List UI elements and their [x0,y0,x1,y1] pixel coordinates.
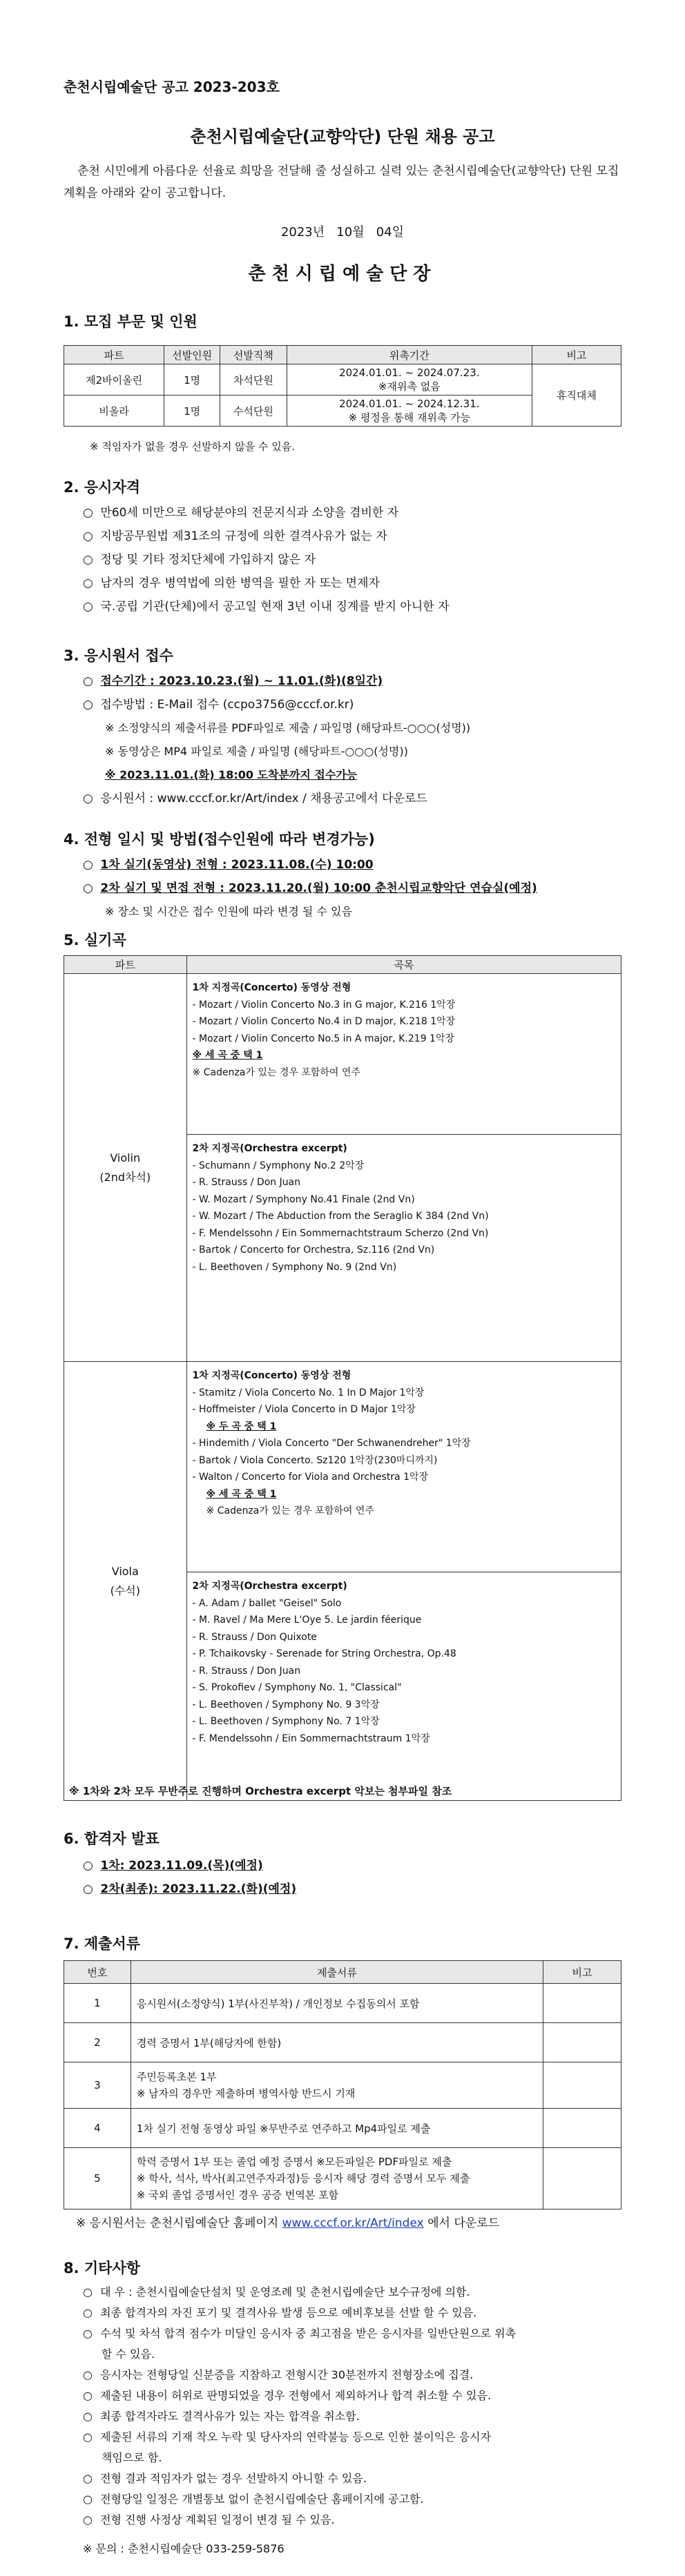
item-text: 지방공무원법 제31조의 규정에 의한 결격사유가 없는 자 [100,529,387,543]
piece: - W. Mozart / Symphony No.41 Finale (2nd Vn) [192,1193,415,1205]
doc-line: 응시원서(소정양식) 1부(사진부착) / 개인정보 수집동의서 포함 [136,1997,420,2010]
piece: - A. Adam / ballet "Geisel" Solo [192,1597,342,1609]
list-item [64,525,621,548]
doc-line: ※ 학사, 석사, 박사(최고연주자과정)등 응시자 해당 경력 증명서 모두 제출 [136,2172,470,2185]
circle-bullet-icon: ○ [83,674,93,688]
col-period: 위촉기간 [287,346,532,364]
cell-no: 2 [64,2023,131,2062]
circle-bullet-icon: ○ [83,881,93,895]
piece: - Walton / Concerto for Viola and Orchestra 1악장 [192,1472,429,1483]
violin-round1 [186,974,621,1135]
circle-bullet-icon: ○ [83,2513,93,2526]
schedule-block [64,853,621,924]
doc-line: 주민등록초본 1부 [136,2071,217,2083]
item-text: 전형당일 일정은 개별통보 없이 춘천시립예술단 홈페이지에 공고함. [100,2492,424,2506]
sub-note: ※ 장소 및 시간은 접수 인원에 따라 변경 될 수 있음 [105,905,352,918]
cell-count: 1명 [164,396,220,427]
choice-note: ※ 두 곡 중 택 1 [206,1421,277,1432]
period-note: ※ 평정을 통해 재위촉 가능 [348,411,471,424]
item-text: 정당 및 기타 정치단체에 가입하지 않은 자 [100,553,316,567]
item-text: 최종 합격자의 자진 포기 및 결격사유 발생 등으로 예비후보를 선발 할 수 있음. [100,2306,477,2319]
circle-bullet-icon: ○ [83,2430,93,2443]
list-item [64,787,621,810]
circle-bullet-icon: ○ [83,858,93,872]
doc-number: 춘천시립예술단 공고 2023-203호 [64,79,280,95]
item-text: 응시원서 : www.cccf.or.kr/Art/index / 채용공고에서 다운로드 [100,792,427,806]
cell-docs [131,2109,543,2148]
doc-line: ※ 국외 졸업 증명서인 경우 공증 번역본 포함 [136,2189,339,2201]
sec7-note [76,2213,634,2230]
item-text: 만60세 미만으로 해당분야의 전문지식과 소양을 겸비한 자 [100,506,399,520]
col-remark: 비고 [543,1961,621,1984]
piece: - P. Tchaikovsky - Serenade for String Orchestra, Op.48 [192,1648,456,1659]
item-text: 최종 합격자라도 결격사유가 있는 자는 합격을 취소함. [100,2410,360,2423]
page-title: 춘천시립예술단(교향악단) 단원 채용 공고 [190,127,495,146]
cell-no: 5 [64,2148,131,2209]
circle-bullet-icon: ○ [83,2389,93,2402]
circle-bullet-icon: ○ [83,2472,93,2485]
cell-remark: 휴직대체 [532,364,621,427]
table-row [64,2062,621,2109]
qualification-list [64,501,621,618]
piece: - Hindemith / Viola Concerto "Der Schwanendreher" 1악장 [192,1438,471,1449]
item-text-cont: 책임으로 함. [102,2451,162,2464]
note-text: 에서 다운로드 [423,2216,500,2230]
section-5-heading: 5. 실기곡 [64,932,126,948]
list-item [64,572,621,595]
cell-part: 제2바이올린 [64,364,164,396]
cell-part-violin [64,974,187,1362]
list-item [64,2427,621,2448]
col-part: 파트 [64,346,164,364]
list-item [64,853,621,877]
homepage-link[interactable]: www.cccf.or.kr/Art/index [282,2216,424,2230]
piece: - L. Beethoven / Symphony No. 7 1악장 [192,1716,380,1727]
circle-bullet-icon: ○ [83,2368,93,2381]
col-position: 선발직책 [220,346,287,364]
sub-note: ※ 2023.11.01.(화) 18:00 도착분까지 접수가능 [105,768,358,781]
circle-bullet-icon: ○ [83,2285,93,2299]
list-item [64,877,621,900]
cadenza-note: ※ Cadenza가 있는 경우 포함하여 연주 [206,1505,374,1516]
item-text: 국.공립 기관(단체)에서 공고일 현재 3년 이내 징계를 받지 아니한 자 [100,600,450,614]
list-item [64,670,621,693]
round-heading: 2차 지정곡(Orchestra excerpt) [192,1581,347,1592]
col-part: 파트 [64,956,187,974]
table-header-row [64,346,621,364]
list-item [64,1877,621,1901]
period-text: 2024.01.01. ~ 2024.07.23. [339,367,480,379]
section-8-heading: 8. 기타사항 [64,2260,141,2276]
section-7-heading: 7. 제출서류 [64,1935,141,1952]
cell-remark [543,2062,621,2109]
list-item [64,501,621,525]
item-text-cont: 할 수 있음. [102,2348,155,2361]
item-text: 전형 진행 사정상 계획된 일정이 변경 될 수 있음. [100,2513,335,2526]
doc-line: ※ 남자의 경우만 제출하며 병역사항 반드시 기재 [136,2087,356,2100]
piece: - Bartok / Viola Concerto. Sz120 1악장(230마디까지) [192,1454,438,1466]
table-row [64,1984,621,2023]
cell-docs [131,1984,543,2023]
cell-period [287,396,532,427]
circle-bullet-icon: ○ [83,553,93,567]
piece: - F. Mendelssohn / Ein Sommernachtstraum Scherzo (2nd Vn) [192,1227,489,1239]
list-item [64,2303,621,2323]
list-item [64,2385,621,2406]
item-text: 제출된 내용이 허위로 판명되었을 경우 전형에서 제외하거나 합격 취소할 수 있음. [100,2389,492,2402]
item-text: 접수방법 : E-Mail 접수 (ccpo3756@cccf.or.kr) [100,698,354,712]
round-heading: 1차 지정곡(Concerto) 동영상 전형 [192,1370,351,1381]
piece: - M. Ravel / Ma Mere L'Oye 5. Le jardin féerique [192,1614,422,1626]
section-2-heading: 2. 응시자격 [64,479,141,496]
table-row [64,2148,621,2209]
cell-no: 4 [64,2109,131,2148]
sub-note: ※ 소정양식의 제출서류를 PDF파일로 제출 / 파일명 (해당파트-○○○(성명)) [105,721,471,734]
list-item [64,2510,621,2530]
cell-position: 수석단원 [220,396,287,427]
cadenza-note: ※ Cadenza가 있는 경우 포함하여 연주 [192,1066,360,1078]
section-3-heading: 3. 응시원서 접수 [64,647,173,664]
cell-docs [131,2148,543,2209]
doc-line: 학력 증명서 1부 또는 졸업 예정 증명서 ※모든파일은 PDF파일로 제출 [136,2156,452,2168]
piece: - Mozart / Violin Concerto No.5 in A major, K.219 1악장 [192,1033,455,1044]
list-item [64,2282,621,2303]
repertoire-table [64,955,621,1801]
piece: - R. Strauss / Don Juan [192,1177,301,1188]
item-text: 대 우 : 춘천시립예술단설치 및 운영조례 및 춘천시립예술단 보수규정에 의함. [100,2285,470,2299]
list-item [64,595,621,618]
table-row [64,364,621,396]
sec5-note: ※ 1차와 2차 모두 무반주로 진행하며 Orchestra excerpt 악보는 첨부파일 참조 [69,1785,452,1797]
cell-docs [131,2023,543,2062]
table-row [64,974,621,1135]
list-item [64,2489,621,2510]
item-text: 수석 및 차석 합격 점수가 미달인 응시자 중 최고점을 받은 응시자를 일반단원으로 위촉 [100,2327,517,2340]
viola-round1 [186,1362,621,1572]
circle-bullet-icon: ○ [83,2327,93,2340]
cell-count: 1명 [164,364,220,396]
item-text: 남자의 경우 병역법에 의한 병역을 필한 자 또는 면제자 [100,576,380,590]
section-6-heading: 6. 합격자 발표 [64,1831,160,1847]
piece: - Mozart / Violin Concerto No.4 in D major, K.218 1악장 [192,1016,456,1027]
period-text: 2024.01.01. ~ 2024.12.31. [339,398,480,410]
piece: - Stamitz / Viola Concerto No. 1 In D Major 1악장 [192,1387,425,1398]
sub-note: ※ 동영상은 MP4 파일로 제출 / 파일명 (해당파트-○○○(성명)) [105,745,408,758]
piece: - F. Mendelssohn / Ein Sommernachtstraum 1악장 [192,1733,430,1744]
col-docs: 제출서류 [131,1961,543,1984]
item-text: 1차: 2023.11.09.(목)(예정) [100,1859,263,1873]
table-header-row [64,1961,621,1984]
col-no: 번호 [64,1961,131,1984]
cell-part-viola [64,1362,187,1801]
circle-bullet-icon: ○ [83,576,93,590]
circle-bullet-icon: ○ [83,2492,93,2506]
item-text: 1차 실기(동영상) 전형 : 2023.11.08.(수) 10:00 [100,858,374,872]
cell-position: 차석단원 [220,364,287,396]
col-remark: 비고 [532,346,621,364]
circle-bullet-icon: ○ [83,792,93,806]
cell-no: 3 [64,2062,131,2109]
list-item [64,693,621,716]
piece: - S. Prokofiev / Symphony No. 1, "Classical" [192,1682,402,1693]
piece: - R. Strauss / Don Juan [192,1665,301,1677]
announcement-date: 2023년 10월 04일 [280,225,405,240]
list-item [64,2323,621,2344]
doc-line: 경력 증명서 1부(해당자에 한함) [136,2036,282,2049]
list-item [64,548,621,572]
doc-line: 1차 실기 전형 동영상 파일 ※무반주로 연주하고 Mp4파일로 제출 [136,2122,431,2135]
circle-bullet-icon: ○ [83,1859,93,1873]
piece: - R. Strauss / Don Quixote [192,1631,317,1643]
choice-note: ※ 세 곡 중 택 1 [192,1050,263,1061]
table-row [64,2023,621,2062]
item-text: 응시자는 전형당일 신분증을 지참하고 전형시간 30분전까지 전형장소에 집결. [100,2368,474,2381]
period-note: ※재위촉 없음 [378,380,441,393]
contact-info: ※ 문의 : 춘천시립예술단 033-259-5876 [83,2542,284,2555]
sec1-note: ※ 적임자가 없을 경우 선발하지 않을 수 있음. [90,440,296,453]
part-name: Viola [111,1564,139,1578]
circle-bullet-icon: ○ [83,698,93,712]
round-heading: 2차 지정곡(Orchestra excerpt) [192,1143,347,1154]
piece: - W. Mozart / The Abduction from the Seraglio K 384 (2nd Vn) [192,1211,489,1222]
cell-remark [543,2148,621,2209]
misc-list [64,2282,621,2530]
piece: - Schumann / Symphony No.2 2악장 [192,1160,365,1171]
cell-part: 비올라 [64,396,164,427]
recruit-table [64,345,621,427]
piece: - Mozart / Violin Concerto No.3 in G major, K.216 1악장 [192,999,456,1011]
item-text: 접수기간 : 2023.10.23.(월) ~ 11.01.(화)(8일간) [100,674,383,688]
piece: - L. Beethoven / Symphony No. 9 (2nd Vn) [192,1261,397,1273]
col-count: 선발인원 [164,346,220,364]
table-row [64,2109,621,2148]
item-text: 2차 실기 및 면접 전형 : 2023.11.20.(월) 10:00 춘천시립교향악단 연습실(예정) [100,881,537,895]
cell-period [287,364,532,396]
section-1-heading: 1. 모집 부문 및 인원 [64,313,197,330]
piece: - Bartok / Concerto for Orchestra, Sz.116 (2nd Vn) [192,1245,435,1256]
part-position: (2nd차석) [99,1170,151,1184]
list-item [64,1854,621,1877]
circle-bullet-icon: ○ [83,2306,93,2319]
viola-round2 [186,1572,621,1801]
documents-table [64,1960,621,2209]
intro-paragraph: 춘천 시민에게 아름다운 선율로 희망을 전달해 줄 성실하고 실력 있는 춘천시립예술단(교향악단) 단원 모집 계획을 아래와 같이 공고합니다. [64,164,619,200]
table-row [64,1362,621,1572]
circle-bullet-icon: ○ [83,1882,93,1896]
application-block [64,670,621,810]
round-heading: 1차 지정곡(Concerto) 동영상 전형 [192,982,351,993]
table-header-row [64,956,621,974]
col-pieces: 곡목 [186,956,621,974]
cell-no: 1 [64,1984,131,2023]
cell-remark [543,1984,621,2023]
list-item [64,2468,621,2489]
choice-note: ※ 세 곡 중 택 1 [206,1488,277,1500]
list-item [64,2406,621,2427]
cell-remark [543,2023,621,2062]
circle-bullet-icon: ○ [83,2410,93,2423]
section-4-heading: 4. 전형 일시 및 방법(접수인원에 따라 변경가능) [64,831,375,848]
piece: - L. Beethoven / Symphony No. 9 3악장 [192,1699,380,1710]
list-item [64,2365,621,2385]
result-block [64,1854,621,1901]
circle-bullet-icon: ○ [83,506,93,520]
cell-docs [131,2062,543,2109]
item-text: 2차(최종): 2023.11.22.(화)(예정) [100,1882,297,1896]
item-text: 전형 결과 적임자가 없는 경우 선발하지 아니할 수 있음. [100,2472,367,2485]
circle-bullet-icon: ○ [83,529,93,543]
violin-round2 [186,1135,621,1362]
part-position: (수석) [110,1583,140,1597]
cell-remark [543,2109,621,2148]
part-name: Violin [110,1151,141,1164]
org-name: 춘천시립예술단장 [248,264,437,284]
piece: - Hoffmeister / Viola Concerto in D Major 1악장 [192,1404,416,1415]
item-text: 제출된 서류의 기재 착오 누락 및 당사자의 연락불능 등으로 인한 불이익은 응시자 [100,2430,492,2443]
circle-bullet-icon: ○ [83,600,93,614]
note-text: ※ 응시원서는 춘천시립예술단 홈페이지 [76,2216,282,2230]
